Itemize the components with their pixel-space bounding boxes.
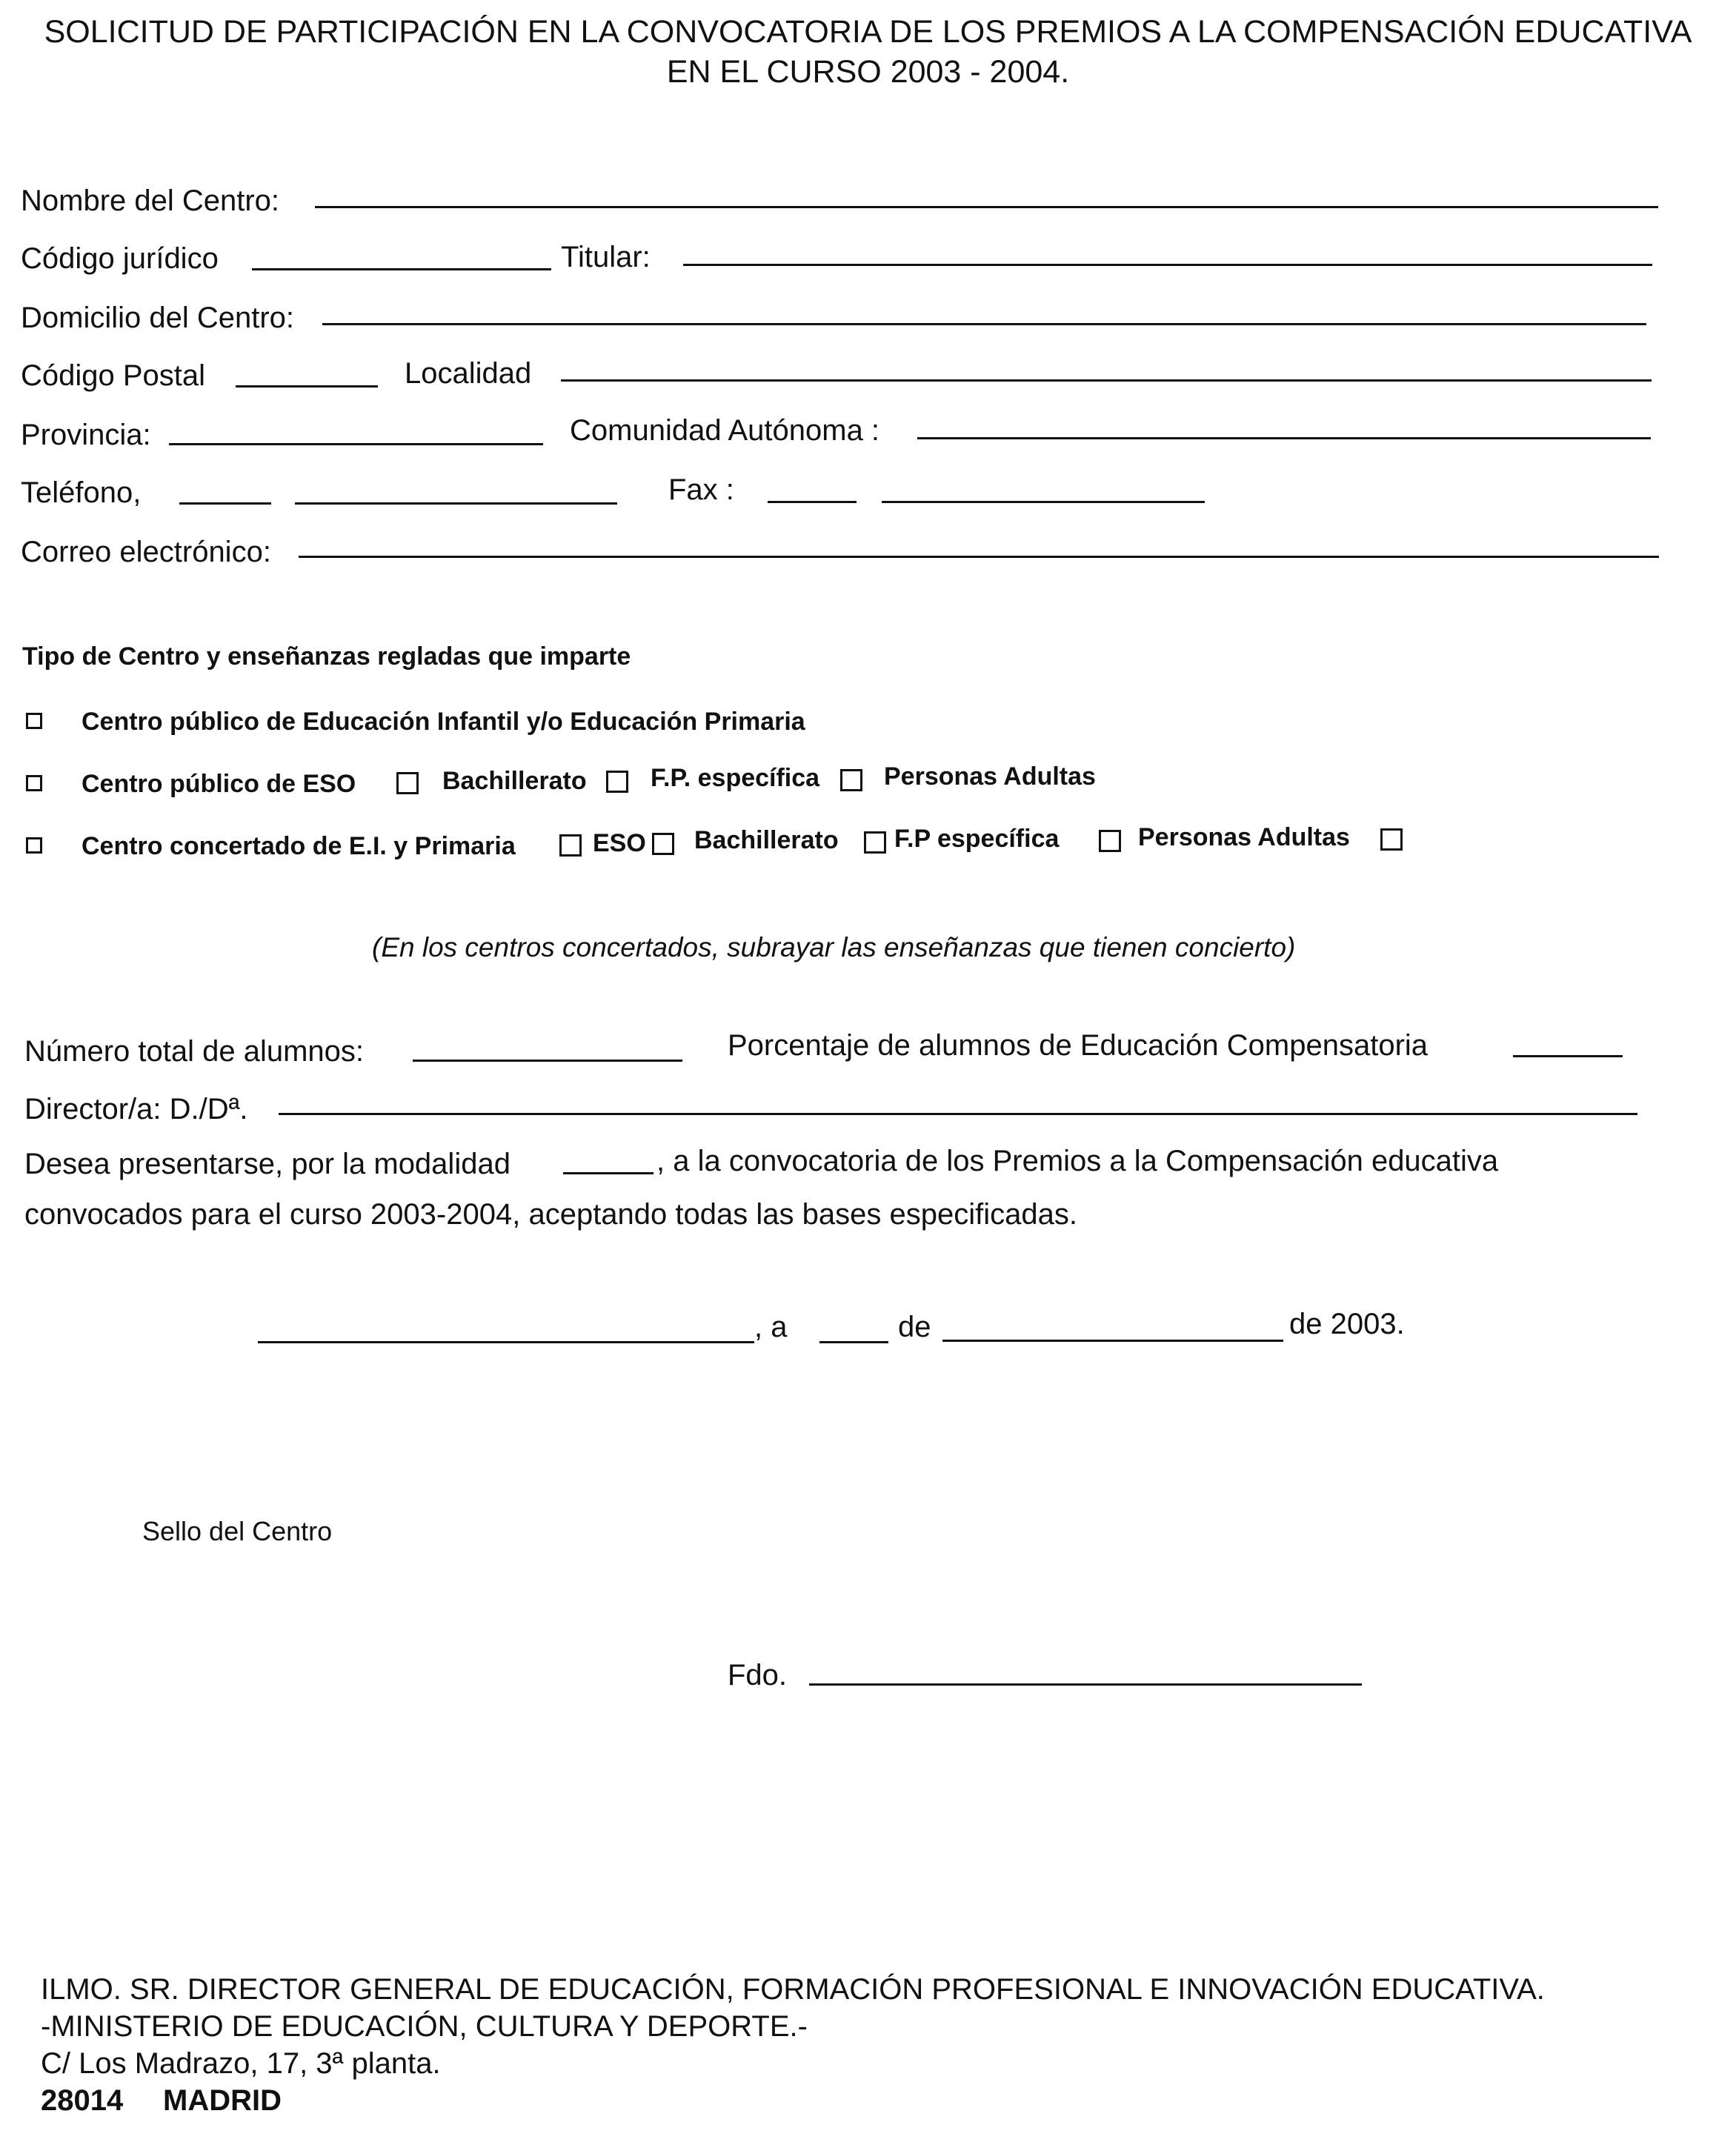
codigo-postal-line[interactable] bbox=[236, 385, 378, 388]
opt3-eso-label: ESO bbox=[593, 829, 646, 857]
domicilio-line[interactable] bbox=[322, 323, 1646, 325]
checkbox-opt3-fp[interactable] bbox=[1099, 830, 1121, 852]
correo-line[interactable] bbox=[299, 556, 1659, 558]
checkbox-opt3-primaria[interactable] bbox=[559, 834, 582, 857]
director-label: Director/a: D./Dª. bbox=[24, 1093, 248, 1125]
fax-label: Fax : bbox=[668, 473, 734, 506]
opt3-label: Centro concertado de E.I. y Primaria bbox=[82, 832, 516, 860]
titular-line[interactable] bbox=[683, 264, 1652, 266]
mes-line[interactable] bbox=[942, 1340, 1283, 1342]
title-line-2: EN EL CURSO 2003 - 2004. bbox=[666, 54, 1070, 90]
porcentaje-line[interactable] bbox=[1513, 1055, 1623, 1057]
checkbox-opt3-adultas[interactable] bbox=[1380, 828, 1403, 851]
checkbox-opt2-fp[interactable] bbox=[606, 771, 628, 793]
domicilio-label: Domicilio del Centro: bbox=[21, 302, 295, 334]
checkbox-opt2[interactable] bbox=[26, 775, 42, 791]
opt2-label: Centro público de ESO bbox=[82, 770, 356, 798]
address-line-1: ILMO. SR. DIRECTOR GENERAL DE EDUCACIÓN, FORMACIÓN PROFESIONAL E INNOVACIÓN EDUCATIVA. bbox=[41, 1973, 1545, 2006]
director-line[interactable] bbox=[279, 1113, 1637, 1115]
localidad-line[interactable] bbox=[561, 379, 1652, 382]
localidad-label: Localidad bbox=[405, 357, 532, 390]
porcentaje-label: Porcentaje de alumnos de Educación Compensatoria bbox=[728, 1029, 1429, 1062]
codigo-postal-label: Código Postal bbox=[21, 359, 206, 392]
opt3-bachillerato-label: Bachillerato bbox=[694, 826, 839, 854]
opt2-adultas-label: Personas Adultas bbox=[884, 762, 1096, 791]
numero-alumnos-line[interactable] bbox=[413, 1060, 682, 1062]
address-line-2: -MINISTERIO DE EDUCACIÓN, CULTURA Y DEPORTE.- bbox=[41, 2010, 808, 2043]
address-city: MADRID bbox=[163, 2084, 282, 2117]
provincia-line[interactable] bbox=[169, 443, 543, 445]
checkbox-opt2-bachillerato[interactable] bbox=[396, 772, 419, 794]
lugar-line[interactable] bbox=[258, 1341, 754, 1343]
fecha-de: de bbox=[898, 1311, 931, 1343]
numero-alumnos-label: Número total de alumnos: bbox=[24, 1035, 365, 1068]
fax-number-line[interactable] bbox=[882, 501, 1205, 503]
opt3-fp-label: F.P específica bbox=[894, 825, 1060, 853]
opt3-adultas-label: Personas Adultas bbox=[1138, 823, 1350, 851]
fdo-label: Fdo. bbox=[728, 1659, 788, 1692]
checkbox-opt2-adultas[interactable] bbox=[840, 769, 862, 791]
desea-label: Desea presentarse, por la modalidad bbox=[24, 1148, 511, 1180]
correo-label: Correo electrónico: bbox=[21, 536, 271, 568]
fecha-a: , a bbox=[754, 1311, 788, 1343]
opt2-bachillerato-label: Bachillerato bbox=[442, 767, 587, 795]
nombre-label: Nombre del Centro: bbox=[21, 184, 280, 217]
telefono-number-line[interactable] bbox=[295, 502, 617, 505]
telefono-prefix-line[interactable] bbox=[179, 502, 271, 505]
desea-line-2: convocados para el curso 2003-2004, aceptando todas las bases especificadas. bbox=[24, 1198, 1077, 1231]
checkbox-opt1[interactable] bbox=[26, 713, 42, 729]
provincia-label: Provincia: bbox=[21, 419, 151, 451]
fax-prefix-line[interactable] bbox=[768, 501, 857, 503]
checkbox-opt3-eso[interactable] bbox=[652, 833, 674, 855]
checkbox-opt3[interactable] bbox=[26, 837, 42, 854]
codigo-juridico-line[interactable] bbox=[252, 268, 551, 270]
concertados-note: (En los centros concertados, subrayar las enseñanzas que tienen concierto) bbox=[372, 932, 1296, 962]
tipo-heading: Tipo de Centro y enseñanzas regladas que imparte bbox=[22, 642, 631, 671]
address-postal-code: 28014 bbox=[41, 2084, 124, 2117]
checkbox-opt3-bachillerato[interactable] bbox=[864, 831, 886, 854]
opt2-fp-label: F.P. específica bbox=[651, 764, 820, 792]
telefono-label: Teléfono, bbox=[21, 476, 142, 509]
firma-line[interactable] bbox=[809, 1683, 1362, 1686]
sello-label: Sello del Centro bbox=[142, 1516, 333, 1546]
dia-line[interactable] bbox=[819, 1341, 888, 1343]
address-line-3: C/ Los Madrazo, 17, 3ª planta. bbox=[41, 2047, 441, 2080]
title-line-1: SOLICITUD DE PARTICIPACIÓN EN LA CONVOCATORIA DE LOS PREMIOS A LA COMPENSACIÓN EDUCATIVA bbox=[44, 14, 1692, 50]
opt1-label: Centro público de Educación Infantil y/o Educación Primaria bbox=[82, 708, 805, 736]
nombre-line[interactable] bbox=[315, 206, 1658, 208]
fecha-year: de 2003. bbox=[1289, 1308, 1405, 1340]
modalidad-line[interactable] bbox=[563, 1172, 654, 1174]
titular-label: Titular: bbox=[561, 241, 651, 273]
comunidad-label: Comunidad Autónoma : bbox=[570, 414, 880, 447]
desea-continuation: , a la convocatoria de los Premios a la Compensación educativa bbox=[656, 1145, 1499, 1177]
codigo-juridico-label: Código jurídico bbox=[21, 242, 219, 275]
comunidad-line[interactable] bbox=[917, 437, 1651, 439]
